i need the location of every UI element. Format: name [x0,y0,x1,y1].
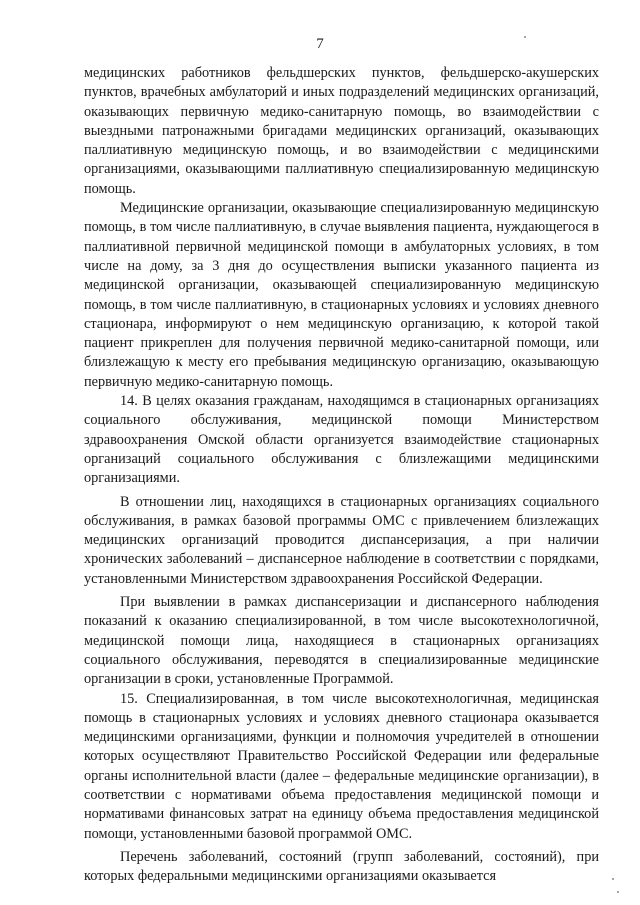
scan-speck [612,878,614,880]
paragraph-item-14: 14. В целях оказания гражданам, находящимся в стационарных организациях социального обслуживания, медицинской помощи Министерством здравоохранения Омской области организуется взаимодействие стационарных организаций социального обслуживания с близлежащими медицинскими организациями. [84,393,599,487]
scan-speck [524,36,526,38]
paragraph-disease-list: Перечень заболеваний, состояний (групп заболеваний, состояний), при которых федеральными медицинскими организациями оказывается [84,848,599,885]
page-number: 7 [316,36,324,52]
paragraph-specialized-organizations: Медицинские организации, оказывающие специализированную медицинскую помощь, в том числе паллиативную, в случае выявления пациента, нуждающегося в паллиативной первичной медицинской помощи в амбулаторных условиях, в том числе на дому, за 3 дня до осуществления выписки указанного пациента из медицинской организации, оказывающей специализированную медицинскую помощь, в том числе паллиативную, в стационарных условиях и условиях дневного стационара, информируют о нем медицинскую организацию, к которой такой пациент прикреплен для получения первичной медико-санитарной помощи, или близлежащую к месту его пребывания медицинскую организацию, оказывающую первичную медико-санитарную помощь. [84,200,599,390]
scan-speck [617,891,619,893]
paragraph-item-15: 15. Специализированная, в том числе высокотехнологичная, медицинская помощь в стационарных условиях и условиях дневного стационара оказывается медицинскими организациями, функции и полномочия учредителей в отношении которых осуществляют Правительство Российской Федерации или федеральные органы исполнительной власти (далее – федеральные медицинские организации), в соответствии с нормативами объема предоставления медицинской помощи и нормативами финансовых затрат на единицу объема предоставления медицинской помощи, установленными базовой программой ОМС. [84,690,599,842]
paragraph-referral: При выявлении в рамках диспансеризации и диспансерного наблюдения показаний к оказанию специализированной, в том числе высокотехнологичной, медицинской помощи лица, находящиеся в стационарных организациях социального обслуживания, переводятся в специализированные медицинские организации в сроки, установленные Программой. [84,594,599,688]
paragraph-continuation: медицинских работников фельдшерских пунктов, фельдшерско-акушерских пунктов, врачебных амбулаторий и иных подразделений медицинских организаций, оказывающих первичную медико-санитарную помощь, во взаимодействии с выездными патронажными бригадами медицинских организаций, оказывающих паллиативную медицинскую помощь, и во взаимодействии с медицинскими организациями, оказывающими паллиативную специализированную медицинскую помощь. [84,65,599,197]
document-body [84,64,599,886]
paragraph-social-service-persons: В отношении лиц, находящихся в стационарных организациях социального обслуживания, в рамках базовой программы ОМС с привлечением близлежащих медицинских организаций проводится диспансеризация, а при наличии хронических заболеваний – диспансерное наблюдение в соответствии с порядками, установленными Министерством здравоохранения Российской Федерации. [84,493,599,587]
